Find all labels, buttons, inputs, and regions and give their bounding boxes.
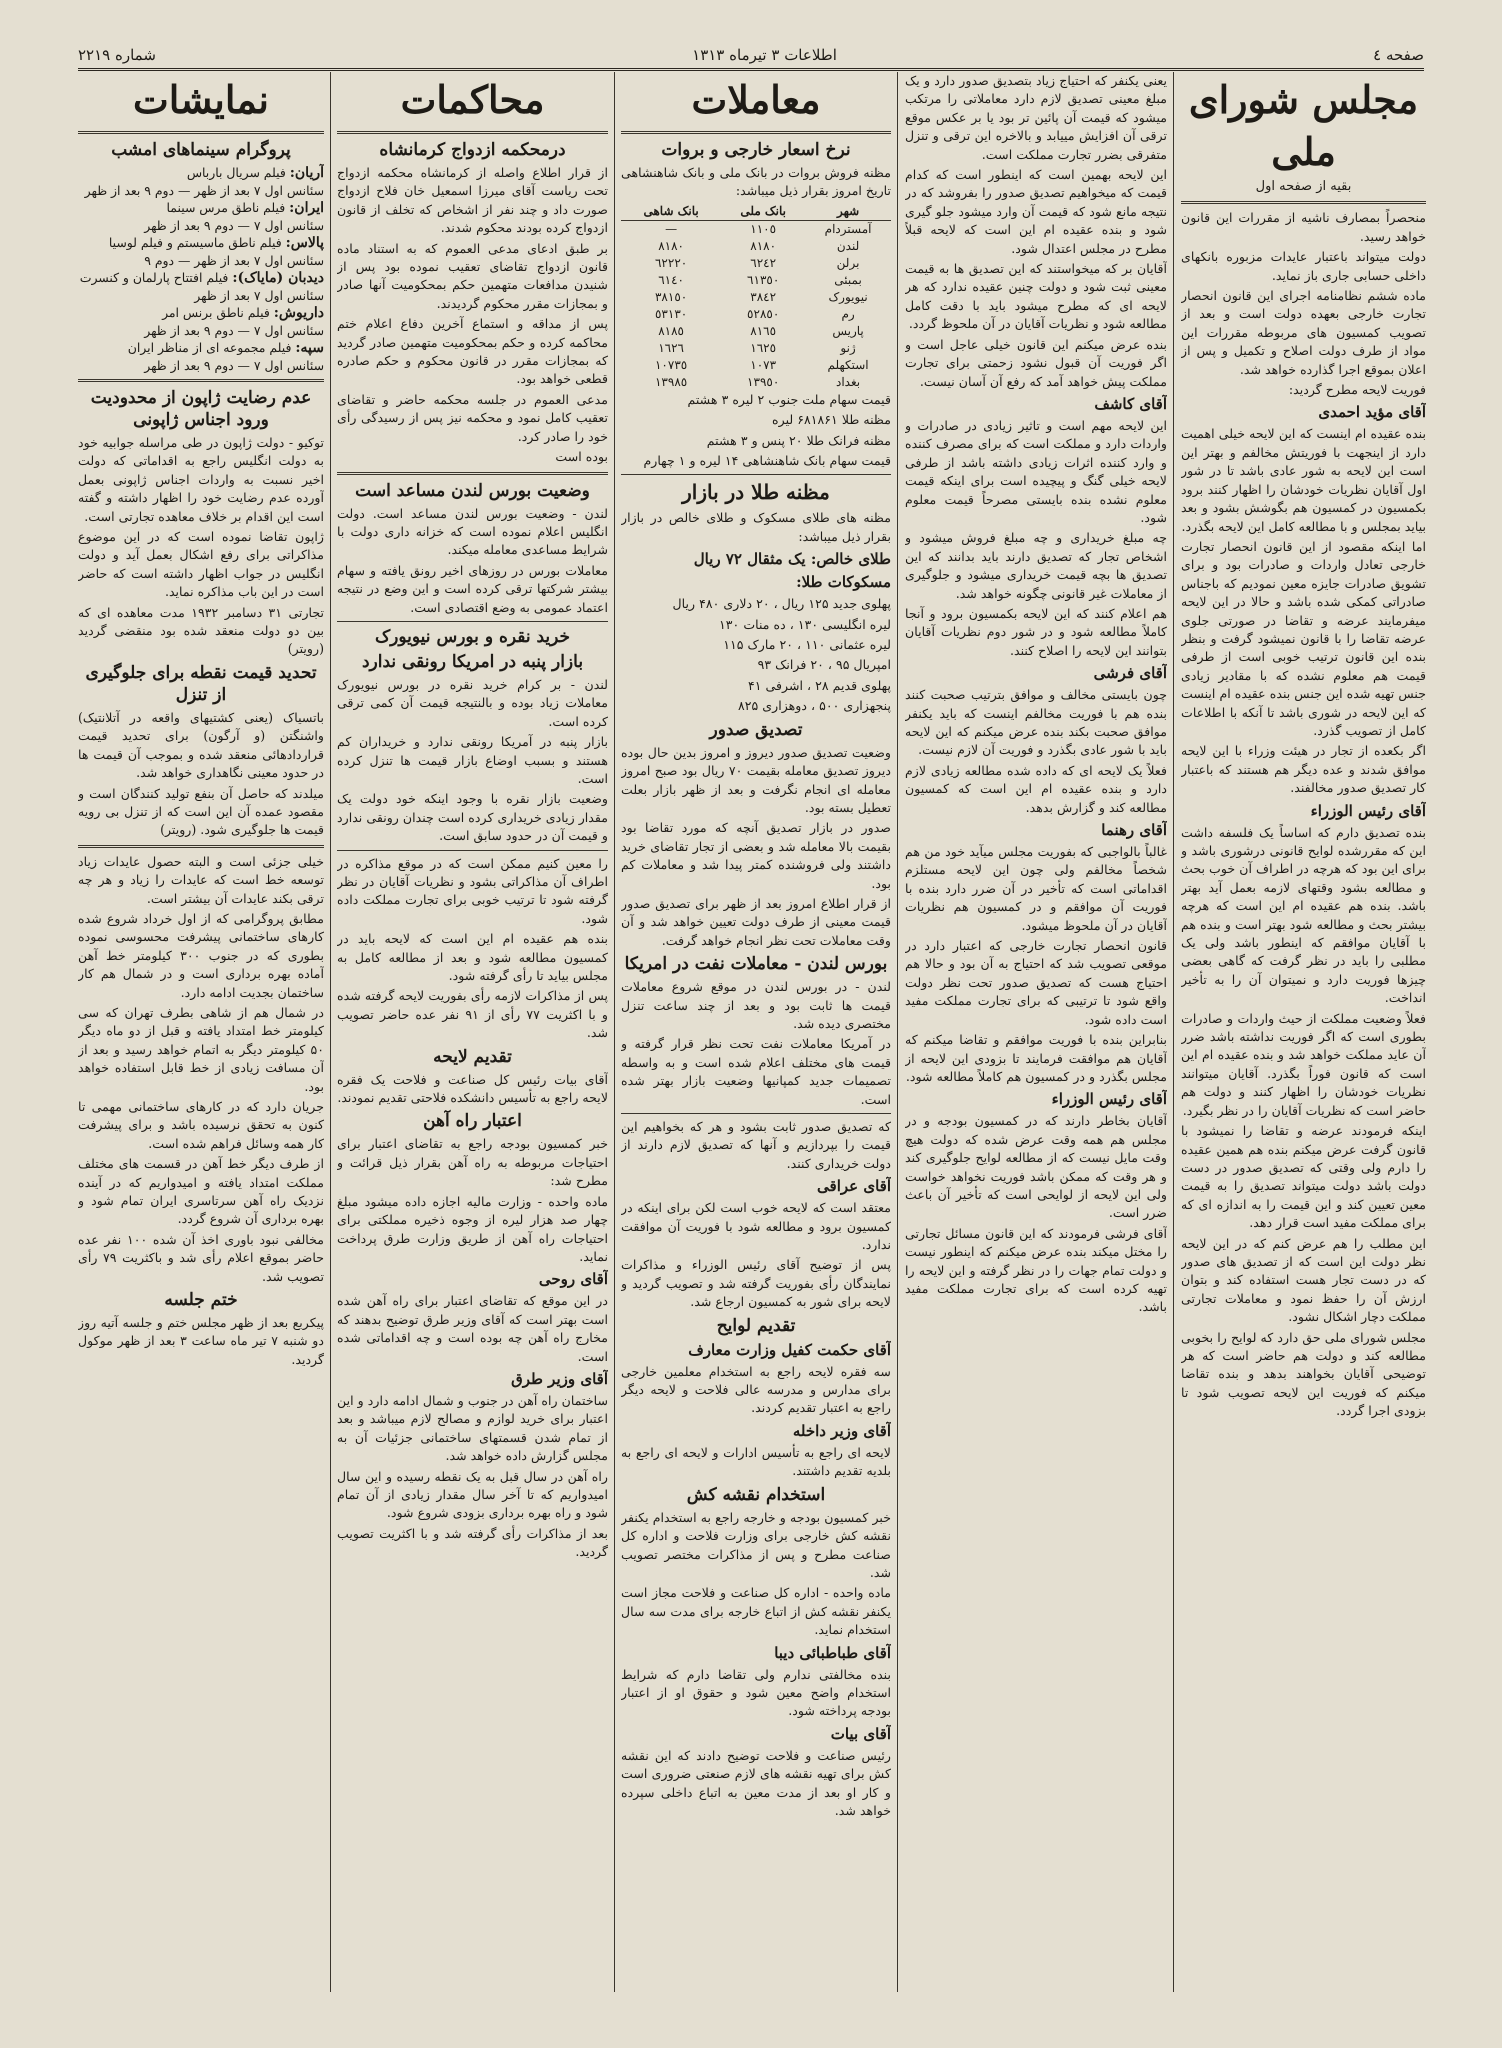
paragraph: ژاپون تقاضا نموده است که در این موضوع مذاکراتی برای رفع اشکال بعمل آید و دولت انگلیس در جواب اظهار داشته است که حاضر است در این باب مذاکره نماید. bbox=[78, 529, 324, 600]
paragraph: در این موقع که تقاضای اعتبار برای راه آهن شده است بهتر است که آقای وزیر طرق توضیح بدهند که مخارج راه آهن چه بوده است و چه اقداماتی شده است. bbox=[337, 1293, 608, 1364]
speaker-heading: آقای رئیس الوزراء bbox=[1051, 1090, 1167, 1109]
cinema-showtimes: سئانس اول ۷ — دوم ۹ بعد از ظهر bbox=[144, 218, 324, 233]
exchange-rates-table bbox=[621, 203, 891, 391]
rate-cell: ٦٢٢٢٠ bbox=[654, 255, 688, 270]
column-header: بانک ملی bbox=[721, 203, 805, 221]
paragraph: بنده عقیده ام اینست که این لایحه خیلی اهمیت دارد از اینجهت با فوریتش مخالفم و بهتر این است این لایحه به شور عادی باشد تا در شور اول آقایان نظریات خودشان را اظهار کنند برود بکمسیون در کمسیون هم بگوشش بشود و بعد بیاید بمجلس و با مطالعه کامل این لایحه بگذرد. bbox=[1181, 426, 1426, 534]
paragraph: در آمریکا معاملات نفت تحت نظر قرار گرفته و قیمت های مختلف اعلام شده است و به واسطه تصمیمات جدید کمپانیها وضعیت بازار بهتر شده است. bbox=[621, 1036, 891, 1107]
rate-cell: ٥٢٨٥٠ bbox=[747, 306, 780, 321]
rate-row bbox=[621, 220, 891, 238]
cinema-film: فیلم ناطق برنس امر bbox=[162, 305, 270, 320]
article-heading: عدم رضایت ژاپون از محدودیت ورود اجناس ژاپونی bbox=[90, 388, 312, 430]
paragraph: صدور در بازار تصدیق آنچه که مورد تقاضا بود بقیمت بالا معامله شد و بعضی از تجار تقاضای خرید داشتند ولی فروشنده کمتر پیدا شد و معاملات کم بود. bbox=[621, 820, 891, 891]
paragraph: مخالفی نبود باوری اخذ آن شده ۱۰۰ نفر عده حاضر بموقع اعلام رأی شد و باکثریت ۷۹ رأی تصویب شد. bbox=[78, 1231, 324, 1284]
rate-cell: ٣٨١٥٠ bbox=[654, 289, 688, 304]
column-transactions bbox=[621, 72, 891, 1992]
rate-cell: بغداد bbox=[836, 374, 861, 389]
speaker-heading: آقای وزیر طرق bbox=[511, 1369, 608, 1388]
paragraph: مجلس شورای ملی حق دارد که لوایح را بخوبی مطالعه کند و دولت هم حاضر است که هر توضیحی آقایان بخواهند بدهد و بنده تقاضا میکنم که فوریت این لایحه تصویب شود تا بزودی اجرا گردد. bbox=[1181, 1329, 1426, 1419]
paragraph: لندن - بر کرام خرید نقره در بورس نیویورک معاملات زیاد بوده و بالنتیجه قیمت آن کمی ترقی کرده است. bbox=[337, 676, 608, 729]
paragraph: بنده هم عقیده ام این است که لایحه باید در کمسیون مطالعه شود و بعد از مطالعه کامل به مجلس بیاید تا رأی گرفته شود. bbox=[337, 931, 608, 984]
section-title-trials: محاکمات bbox=[400, 77, 545, 122]
speaker-heading: آقای وزیر داخله bbox=[792, 1421, 891, 1440]
cinema-film: فیلم مجموعه ای از مناظر ایران bbox=[127, 340, 292, 355]
cinema-entry bbox=[78, 234, 324, 269]
article-heading: تقدیم لایحه bbox=[433, 1046, 512, 1067]
paragraph: از طرف دیگر خط آهن در قسمت های مختلف مملکت امتداد یافته و امیدواریم که در آینده نزدیک راه آهن سرتاسری ایران تمام شود و بهره برداری آن شروع گردد. bbox=[78, 1156, 324, 1227]
paragraph: بنده مخالفتی ندارم ولی تقاضا دارم که شرایط استخدام واضح معین شود و حقوق او از اعتبار بودجه پرداخته شود. bbox=[621, 1666, 891, 1719]
column-trials bbox=[337, 72, 608, 1992]
rate-cell: ٦١٤٠ bbox=[658, 272, 684, 287]
speaker-heading: آقای رهنما bbox=[1101, 821, 1167, 840]
paragraph: این لایحه بهمین است که اینطور است که کدام قیمت که میخواهیم تصدیق صدور را بفروشد که در نتیجه مانع شود که قیمت آن وارد میشود جلو گیری شود و بنده عقیده ام این است که لایحه قبلاً مطرح در مجلس اعتدال شود. bbox=[905, 167, 1167, 256]
paragraph: توکیو - دولت ژاپون در طی مراسله جوابیه خود به دولت انگلیس راجع به اقداماتی که دولت اخیر نسبت به واردات اجناس ژاپونی بعمل آورده عدم رضایت خود را اظهار داشته و گفته است این اقدام بر خلاف معاهده تجارتی است. bbox=[78, 435, 324, 524]
cartographer-heading: استخدام نقشه کش bbox=[686, 1484, 826, 1505]
paragraph: ماده ششم نظامنامه اجرای این قانون انحصار تجارت خارجی بعهده دولت است و بعد از تصویب کمسیون های مربوطه مقررات این مواد از طرف دولت اصلاح و تکمیل و پس از اعلان بموقع اجرا گذارده خواهد شد. bbox=[1181, 288, 1426, 377]
paragraph: ماده واحده - اداره کل صناعت و فلاحت مجاز است یکنفر نقشه کش از اتباع خارجه برای مدت سه سال استخدام نماید. bbox=[621, 1585, 891, 1638]
speaker-heading: آقای کاشف bbox=[1094, 394, 1167, 413]
speaker-heading: آقای مؤید احمدی bbox=[1318, 403, 1426, 422]
paragraph: معاملات بورس در روزهای اخیر رونق یافته و سهام بیشتر شرکتها ترقی کرده است و این وضع در نتیجه اعتماد عمومی به وضع اقتصادی است. bbox=[337, 562, 608, 615]
paragraph: از قرار اطلاع امروز بعد از ظهر برای تصدیق صدور قیمت معینی از طرف دولت تعیین خواهد شد و آن وقت معاملات تحت نظر انجام خواهد گرفت. bbox=[621, 895, 891, 948]
coin-price: پنجهزاری ۵۰۰ ، دوهزاری ۸۲۵ bbox=[737, 698, 891, 714]
page-header bbox=[78, 42, 1424, 71]
paragraph: منحصراً بمصارف ناشیه از مقررات این قانون خواهد رسید. bbox=[1181, 210, 1426, 244]
paragraph: لایحه ای راجع به تأسیس ادارات و لایحه ای راجع به بلدیه تقدیم داشتند. bbox=[621, 1444, 891, 1479]
paragraph: بعد از مذاکرات رأی گرفته شد و با اکثریت تصویب گردید. bbox=[337, 1525, 608, 1560]
rate-cell: ٨١٨٠ bbox=[658, 238, 684, 253]
article-heading: وضعیت بورس لندن مساعد است bbox=[355, 480, 590, 501]
coin-price: لیره عثمانی ۱۱۰ ، ۲۰ مارک ۱۱۵ bbox=[723, 637, 891, 653]
paragraph: از قرار اطلاع واصله از کرمانشاه محکمه ازدواج تحت ریاست آقای میرزا اسمعیل خان فلاح ازدواج صورت داد و چند نفر از اشخاص که تخلف از قانون ازدواج کرده بودند محکوم شدند. bbox=[337, 165, 608, 236]
speaker-heading: آقای بیات bbox=[830, 1724, 891, 1743]
cinema-showtimes: سئانس اول ۷ بعد از ظهر — دوم ۹ bbox=[144, 253, 324, 268]
section-title-majlis: مجلس شورای ملی bbox=[1188, 77, 1419, 174]
column-rule bbox=[897, 72, 898, 1992]
cinema-entry bbox=[78, 164, 324, 199]
rate-row bbox=[621, 238, 891, 255]
paragraph: لندن - در بورس لندن در موقع شروع معاملات قیمت ها ثابت بود و بعد از چند ساعت تنزل مختصری دیده شد. bbox=[621, 979, 891, 1031]
paragraph: خبر کمسیون بودجه راجع به تقاضای اعتبار برای احتیاجات مربوطه به راه آهن بقرار ذیل قرائت و مطرح شد: bbox=[337, 1136, 608, 1189]
rate-cell: لندن bbox=[836, 238, 860, 253]
cinema-entry bbox=[78, 199, 324, 234]
paragraph: جریان دارد که در کارهای ساختمانی مهمی تا کنون به تحقق نرسیده باشد و برای پیشرفت کار همه وسائل فراهم شده است. bbox=[78, 1099, 324, 1151]
rate-row bbox=[621, 272, 891, 289]
cinema-entry bbox=[78, 269, 324, 304]
paragraph: قیمت سهام بانک شاهنشاهی ۱۴ لیره و ۱ چهارم bbox=[643, 453, 891, 469]
coin-price: لیره انگلیسی ۱۳۰ ، ده منات ۱۳۰ bbox=[719, 616, 891, 632]
column-majlis-cont bbox=[905, 72, 1167, 1992]
paragraph: قانون انحصار تجارت خارجی که اعتبار دارد در موقعی تصویب شد که احتیاج به آن بود و حالا هم احتیاج هست که تصدیق صدور تحت نظر دولت واقع شود تا ترتیبی که برای تجارت مملکت مفید است داده شود. bbox=[905, 938, 1167, 1027]
paragraph: بوده است bbox=[555, 449, 608, 465]
rate-cell: ژنو bbox=[840, 340, 856, 355]
speaker-heading: آقای طباطبائی دیبا bbox=[774, 1643, 891, 1662]
rate-cell: ٦٢٤٢ bbox=[750, 255, 777, 270]
rate-cell: ١٣٩٨٥ bbox=[654, 374, 688, 389]
rate-cell: ١٣٩٥٠ bbox=[747, 374, 780, 389]
paragraph: که تصدیق صدور ثابت بشود و هر که بخواهیم این قیمت را بپردازیم و آنها که تصدیق لازم دارند از دولت خریداری کنند. bbox=[621, 1119, 891, 1171]
paragraph: هم اعلام کنند که این لایحه بکمسیون برود و آنجا کاملاً مطالعه شود و در شور دوم نظریات آقایان بتوانند این لایحه را اصلاح کنند. bbox=[905, 605, 1167, 658]
paragraph: بر طبق ادعای مدعی العموم که به استناد ماده قانون ازدواج تقاضای تعقیب نموده بود پس از شنیدن مدافعات متهمین حکم بمحکومیت آنها صادر و بمجازات مقرر محکوم گردیدند. bbox=[337, 240, 608, 311]
page-number: صفحه ٤ bbox=[1373, 46, 1424, 64]
paragraph: اما اینکه مقصود از این قانون انحصار تجارت خارجی تعادل واردات و صادرات بود و برای تشویق صادرات جایزه معین نمودیم که باجناس صادراتی کمکی شده باشد و حالا در این لایحه میفرمایند عرضه و تقاضا در صورتی جلوی عرضه تقاضا را با قانون نمیشود گرفت و بنظر بنده این قانون ترتیب خوبی است از طرفی قیمت هم معلوم نشده که با مقادیر زیادی جنس تهیه شده این جنس بنده عقیده ام اینست که این لایحه در شوری باشد تا آنکه با اطلاعات کامل از تصویب گذرد. bbox=[1181, 538, 1426, 738]
rate-cell: ١٦٢٦ bbox=[658, 340, 684, 355]
section-title-transactions: معاملات bbox=[691, 77, 821, 122]
paragraph: اگر بکعده از تجار در هیئت وزراء با این لایحه موافق شدند و عده دیگر هم هستند که باعتبار کار تصدیق صدور مخالفند. bbox=[1181, 743, 1426, 796]
paragraph: ماده واحده - وزارت مالیه اجازه داده میشود مبلغ چهار صد هزار لیره از وجوه ذخیره مملکتی برای احتیاجات راه آهن از طریق وزارت طرق پرداخت نماید. bbox=[337, 1193, 608, 1264]
rate-cell: پاریس bbox=[832, 323, 864, 338]
paragraph: مظنه های طلای مسکوک و طلای خالص در بازار بقرار ذیل میباشد: bbox=[621, 510, 891, 544]
paragraph: آقای فرشی فرمودند که این قانون مسائل تجارتی را مختل میکند بنده عرض میکنم که اینطور نیست و دولت تمام جهات را در نظر گرفته و این لایحه را تهیه کرده است که برای تجارت مملکت مفید باشد. bbox=[905, 1225, 1167, 1315]
rate-cell: ١٠٧٣٥ bbox=[654, 357, 688, 372]
paper-date: اطلاعات ٣ تیرماه ١٣١٣ bbox=[692, 46, 837, 64]
cinema-entry bbox=[78, 304, 324, 339]
cinema-film: فیلم ناطق ماسیستم و فیلم لوسیا bbox=[108, 235, 282, 250]
paragraph: آقایان بخاطر دارند که در کمسیون بودجه و در مجلس هم همه وقت عرض شده که دولت هیچ وقت مایل نیست که از مطالعه لوایح جلوگیری کند و هر وقت که ممکن باشد فوریت نخواهد خواست ولی این لایحه از لوایحی است که تأخیر آن باعث ضرر است. bbox=[905, 1113, 1167, 1221]
paragraph: پس از توضیح آقای رئیس الوزراء و مذاکرات نمایندگان رأی بفوریت گرفته شد و تصویب گردید و لایحه برای شور به کمسیون ارجاع شد. bbox=[621, 1257, 891, 1310]
rate-row bbox=[621, 340, 891, 357]
paragraph: مظنه فروش بروات در بانک ملی و بانک شاهنشاهی تاریخ امروز بقرار ذیل میباشد: bbox=[621, 165, 891, 199]
rate-cell: ١٦٢٥ bbox=[750, 340, 777, 355]
rate-cell: استکهلم bbox=[827, 357, 869, 372]
pure-gold-price: طلای خالص: یک مثقال ٧٢ ریال bbox=[693, 550, 891, 569]
paragraph: تجارتی ۳۱ دسامبر ۱۹۳۲ مدت معاهده ای که بین دو دولت منعقد شده بود منقضی گردید (رویتر) bbox=[78, 604, 324, 657]
paragraph: یعنی یکنفر که احتیاج زیاد بتصدیق صدور دارد و یک مبلغ معینی تصدیق لازم دارد معاملاتی را مرتکب میشود که قیمت آن پائین تر بود یا بر عکس موقع ترقی آن افزایش مییابد و بالاخره این ترقی و تنزل متفرقی بضرر تجارت مملکت است. bbox=[905, 73, 1167, 162]
continued-note: بقیه از صفحه اول bbox=[1255, 179, 1352, 194]
speaker-heading: آقای روحی bbox=[538, 1270, 608, 1289]
section-title-shows: نمایشات bbox=[133, 77, 269, 122]
speaker-heading: آقای رئیس الوزراء bbox=[1310, 801, 1426, 820]
paragraph: مظنه طلا ۶۸۱۸۶۱ لیره bbox=[772, 412, 891, 428]
paragraph: فعلاً یک لایحه ای که داده شده مطالعه زیادی لازم دارد و بنده عقیده ام این است که کمسیون مطالعه کند و گزارش بدهد. bbox=[905, 762, 1167, 815]
paragraph: غالباً بالواجبی که بفوریت مجلس میآید خود من هم شخصاً مخالفم ولی چون این لایحه مستلزم اقداماتی است که تأخیر در آن ضرر دارد بنده با فوریت آن موافقم و در کمسیون هم نظریات آقایان در آن ملحوظ میشود. bbox=[905, 844, 1167, 933]
paragraph: مدعی العموم در جلسه محکمه حاضر و تقاضای تعقیب کامل نمود و محکمه نیز پس از رسیدگی رأی خود را صادر کرد. bbox=[337, 391, 608, 444]
cinema-showtimes: سئانس اول ۷ — دوم ۹ بعد از ظهر bbox=[144, 358, 324, 373]
paragraph: وضعیت بازار نقره با وجود اینکه خود دولت یک مقدار زیادی خریداری کرده است چندان رونقی ندارد و قیمت آن در حدود سابق است. bbox=[337, 791, 608, 844]
cinema-film: فیلم سریال بارباس bbox=[186, 165, 286, 180]
cinema-showtimes: سئانس اول ۷ — دوم ۹ بعد از ظهر bbox=[144, 323, 324, 338]
rate-cell: رم bbox=[841, 306, 855, 321]
paragraph: فوریت لایحه مطرح گردید: bbox=[1288, 382, 1426, 398]
paragraph: قیمت سهام ملت جنوب ۲ لیره ۳ هشتم bbox=[687, 391, 891, 407]
rate-cell: ١١٠٥ bbox=[750, 221, 777, 236]
rate-cell: برلن bbox=[836, 255, 860, 270]
paragraph: خبر کمسیون بودجه و خارجه راجع به استخدام یکنفر نقشه کش خارجی برای وزارت فلاحت و اداره کل صناعت مطرح و پس از مذاکرات مختصر تصویب شد. bbox=[621, 1509, 891, 1580]
column-majlis bbox=[1181, 72, 1426, 1992]
gold-market-heading: مظنه طلا در بازار bbox=[682, 480, 830, 505]
rate-cell: ٥٣١٣٠ bbox=[654, 306, 688, 321]
cinema-list bbox=[78, 164, 324, 374]
paragraph: میلدند که حاصل آن بنفع تولید کنندگان است و مقصود عمده آن این است که از تنزل بی رویه قیمت ها جلوگیری شود. (رویتر) bbox=[78, 785, 324, 838]
rate-cell: — bbox=[665, 221, 678, 236]
cinema-name: پالاس: bbox=[285, 235, 324, 251]
paragraph: پیکربع بعد از ظهر مجلس ختم و جلسه آتیه روز دو شنبه ۷ تیر ماه ساعت ۳ بعد از ظهر موکول گردید. bbox=[78, 1315, 324, 1367]
paragraph: این لایحه مهم است و تاثیر زیادی در صادرات و واردات دارد و مملکت است که برای مصرف کننده و وارد کننده اثرات زیادی داشته باشد از طرفی لایحه خیلی گنگ و پیچیده است برای اینکه قیمت معلوم نشده بنده بایستی مصرحاً قیمت معلوم شود. bbox=[905, 417, 1167, 525]
rate-cell: ٦١٣٥٠ bbox=[747, 272, 780, 287]
rate-cell: ٨١٦٥ bbox=[750, 323, 777, 338]
cinema-name: آریان: bbox=[289, 165, 324, 181]
coin-price: پهلوی جدید ۱۲۵ ریال ، ۲۰ دلاری ۴۸۰ ریال bbox=[672, 596, 891, 612]
cinema-showtimes: سئانس اول ۷ بعد از ظهر — دوم ۹ بعد از ظهر bbox=[84, 183, 324, 198]
paragraph: این مطلب را هم عرض کنم که در این لایحه نظر دولت این است که از تصدیق های صدور که در دست تجار هست استفاده کند و بتوان ارزش آن را حفظ نمود و معاملات تجارتی مملکت دچار اشکال نشود. bbox=[1181, 1235, 1426, 1325]
cinema-name: داریوش: bbox=[273, 305, 324, 321]
paragraph: لندن - وضعیت بورس لندن مساعد است. دولت انگلیس اعلام نموده است که خزانه داری دولت با شرایط مساعدی معامله میکند. bbox=[337, 505, 608, 558]
paragraph: وضعیت تصدیق صدور دیروز و امروز بدین حال بوده دیروز تصدیق معامله بقیمت ۷۰ ریال بود صبح امروز معامله ای انجام نگرفت و بعد از ظهر بازار بعلت تعطیل بسته بود. bbox=[621, 744, 891, 815]
export-cert-heading: تصدیق صدور bbox=[709, 719, 803, 740]
paragraph: پس از مداقه و استماع آخرین دفاع اعلام ختم محاکمه کرده و حکم بمحکومیت متهمین صادر گردید که بمجازات مقرر در قانون محکوم و حکم صادره قطعی خواهد بود. bbox=[337, 316, 608, 387]
rate-row bbox=[621, 323, 891, 340]
paragraph: اینکه فرمودند عرضه و تقاضا را نمیشود با قانون گرفت عرض میکنم بنده هم همین عقیده را دارم ولی وقتی که تصدیق صدور در دست دولت باشد دولت میتواند تصدیق را به قیمت معین تعیین کند و این قیمت را به اندازه ای که برای مملکت مفید است قرار دهد. bbox=[1181, 1123, 1426, 1231]
paragraph: مظنه فرانک طلا ۲۰ پنس و ۳ هشتم bbox=[706, 432, 891, 448]
rate-cell: ٨١٨٥ bbox=[658, 323, 684, 338]
speaker-heading: آقای حکمت کفیل وزارت معارف bbox=[688, 1340, 891, 1359]
speaker-heading: آقای فرشی bbox=[1093, 664, 1167, 683]
rate-cell: ١٠٧٣ bbox=[750, 357, 777, 372]
cinema-name: سپه: bbox=[295, 340, 324, 356]
paragraph: مطابق پروگرامی که از اول خرداد شروع شده کارهای ساختمانی پیشرفت محسوسی نموده بطوری که در جنوب ۳۰۰ کیلومتر خط آهن آماده بهره برداری است و در شمال هم کار ساختمان بجدیت ادامه دارد. bbox=[78, 910, 324, 1000]
rate-cell: بمبئی bbox=[834, 272, 862, 287]
paragraph: ساختمان راه آهن در جنوب و شمال ادامه دارد و این اعتبار برای خرید لوازم و مصالح لازم میباشد و بعد از تمام شدن قسمتهای ساختمانی جزئیات آن به مجلس گزارش داده خواهد شد. bbox=[337, 1392, 608, 1464]
rate-row bbox=[621, 255, 891, 272]
column-shows bbox=[78, 72, 324, 1992]
article-heading: تحدید قیمت نقطه برای جلوگیری از تنزل bbox=[85, 662, 317, 705]
column-rule bbox=[614, 72, 615, 1992]
cinema-name: دیدبان (مایاک): bbox=[232, 270, 324, 286]
cinema-film: فیلم افتتاح پارلمان و کنسرت bbox=[79, 270, 229, 285]
paragraph: معتقد است که لایحه خوب است لکن برای اینکه در کمسیون برود و مطالعه شود با فوریت آن موافقت ندارد. bbox=[621, 1200, 891, 1253]
paragraph: بنده تصدیق دارم که اساساً یک فلسفه داشت این که مقررشده لوایح قانونی درشوری باشد و برای این بود که هرچه در اطراف آن خوب بحث و مطالعه بشود وقتهای لازمه بعمل آید بهتر باشد. بنده هم عقیده ام این است که هرچه بیشتر بحث و مطالعه شود بهتر است و بنده هم با آقایان موافقم که اینطور باشد ولی یک مطلبی را باید در نظر گرفت که گاهی بعضی چیزها فوریت دارد و نمیتوان آن را به تأخیر انداخت. bbox=[1181, 824, 1426, 1006]
rate-row bbox=[621, 374, 891, 391]
cinema-showtimes: سئانس اول ۷ بعد از ظهر bbox=[194, 288, 324, 303]
issue-number: شماره ٢٢١٩ bbox=[78, 46, 156, 64]
paragraph: آقای بیات رئیس کل صناعت و فلاحت یک فقره لایحه راجع به تأسیس دانشکده فلاحتی تقدیم نمودند. bbox=[337, 1071, 608, 1106]
rate-cell: ٣٨٤٢ bbox=[750, 289, 777, 304]
paragraph: چه مبلغ خریداری و چه مبلغ فروش میشود و اشخاص تجار که تصدیق دارند باید بدانند که این تصدیق ها بچه قیمت خریداری میشود و جلوگیری از معاملات غیر قانونی چگونه خواهد شد. bbox=[905, 530, 1167, 601]
gold-coins-list bbox=[621, 595, 891, 715]
cinema-name: ایران: bbox=[289, 200, 324, 216]
rate-cell: نیویورک bbox=[828, 289, 868, 304]
paragraph: بنده عرض میکنم این قانون خیلی عاجل است و اگر فوریت آن قبول نشود زحمتی برای تجارت مملکت پیش خواهد آمد که رفع آن آسان نیست. bbox=[905, 336, 1167, 389]
rate-row bbox=[621, 289, 891, 306]
speaker-heading: آقای عراقی bbox=[817, 1177, 891, 1196]
cinema-program-heading: پروگرام سینماهای امشب bbox=[111, 140, 291, 160]
article-heading: درمحکمه ازدواج کرمانشاه bbox=[379, 140, 566, 160]
article-heading: خرید نقره و بورس نیویورک bbox=[374, 626, 571, 647]
paragraph: چون بایستی مخالف و موافق بترتیب صحبت کنند بنده هم با فوریت مخالفم اینست که باید یکنفر موافق صحبت بکند بنده عرض میکنم که این لایحه باید با شور عادی بگذرد و فوریت آن لازم نیست. bbox=[905, 687, 1167, 758]
column-header: شهر bbox=[805, 203, 891, 221]
paragraph: را معین کنیم ممکن است که در موقع مذاکره در اطراف آن مذاکراتی بشود و نظریات آقایان در نظر گرفته شود تا ترتیب خوبی برای تجارت مملکت داده شود. bbox=[337, 855, 608, 926]
article-heading: اعتبار راه آهن bbox=[423, 1111, 522, 1132]
paragraph: آقایان بر که میخواستند که این تصدیق ها به قیمت معینی ثبت شود و دولت چنین عقیده ندارد که هر لایحه ای که مطرح میشود باید با دقت کامل مطالعه شود و نظریات آقایان در آن ملحوظ گردد. bbox=[905, 261, 1167, 332]
rates-heading: نرخ اسعار خارجی و بروات bbox=[661, 140, 851, 160]
coin-price: پهلوی قدیم ۲۸ ، اشرفی ۴۱ bbox=[747, 677, 891, 693]
cinema-entry bbox=[78, 339, 324, 374]
paragraph: راه آهن در سال قبل به یک نقطه رسیده و این سال امیدواریم که تا آخر سال مقدار زیادی از آن تمام شود و راه بهره برداری بزودی شروع شود. bbox=[337, 1468, 608, 1521]
article-heading: بازار پنبه در امریکا رونقی ندارد bbox=[361, 651, 584, 672]
cinema-film: فیلم ناطق مرس سینما bbox=[166, 200, 286, 215]
rate-row bbox=[621, 306, 891, 323]
paragraph: رئیس صناعت و فلاحت توضیح دادند که این نقشه کش برای تهیه نقشه های لازم صنعتی ضروری است و کار او بعد از مدت معین به اتباع داخلی سپرده خواهد شد. bbox=[621, 1747, 891, 1818]
column-rule bbox=[330, 72, 331, 1992]
london-bourse-heading: بورس لندن - معاملات نفت در امریکا bbox=[624, 954, 888, 975]
rate-cell: آمستردام bbox=[824, 221, 872, 236]
paragraph: خیلی جزئی است و البته حصول عایدات زیاد توسعه خط است که عایدات را زیاد و هر چه ترقی بکند عایدات آن بیشتر است. bbox=[78, 853, 324, 906]
column-rule bbox=[1173, 72, 1174, 1992]
paragraph: دولت میتواند باعتبار عایدات مزبوره بانکهای داخلی حسابی جاری باز نماید. bbox=[1181, 249, 1426, 283]
rate-row bbox=[621, 357, 891, 374]
paragraph: باتسیاک (یعنی کشتیهای واقعه در آتلانتیک) واشنگتن (و آرگون) برای تحدید قیمت قراردادهائی منعقد شده و بموجب آن قیمت ها در حدود معینی نگاهداری خواهد شد. bbox=[78, 709, 324, 781]
paragraph: بازار پنبه در آمریکا رونقی ندارد و خریداران کم هستند و بسبب اوضاع بازار قیمت ها تنزل کرده است. bbox=[337, 734, 608, 786]
paragraph: فعلاً وضعیت مملکت از حیث واردات و صادرات بطوری است که اگر فوریت نداشته باشد ضرر آن عاید مملکت خواهد شد و بنده عقیده ام این است که قانون فوراً بگذرد. آقایان میتوانند نظریات خودشان را اظهار کنند و دولت هم حاضر است که نظریات آقایان را در نظر بگیرد. bbox=[1181, 1010, 1426, 1118]
gold-coins-heading: مسکوکات طلا: bbox=[796, 573, 891, 592]
coin-price: امپریال ۹۵ ، ۲۰ فرانک ۹۳ bbox=[757, 657, 891, 673]
bills-heading: تقدیم لوایح bbox=[716, 1315, 796, 1336]
paragraph: بنابراین بنده با فوریت موافقم و تقاضا میکنم که آقایان هم موافقت فرمایند تا بزودی این لایحه از مجلس بگذرد و در کمسیون هم کاملاً مطالعه شود. bbox=[905, 1032, 1167, 1084]
session-end-heading: ختم جلسه bbox=[164, 1290, 238, 1311]
column-header: بانک شاهی bbox=[621, 203, 721, 221]
paragraph: در شمال هم از شاهی بطرف تهران که سی کیلومتر خط امتداد یافته و قبل از دو ماه دیگر ۵۰ کیلومتر دیگر به اتمام خواهد رسید و بعد از آن مسافت زیادی از خط قابل استفاده خواهد بود. bbox=[78, 1004, 324, 1094]
rate-cell: ٨١٨٠ bbox=[750, 238, 777, 253]
paragraph: پس از مذاکرات لازمه رأی بفوریت لایحه گرفته شده و با اکثریت ۷۷ رأی از ۹۱ نفر عده حاضر تصویب شد. bbox=[337, 988, 608, 1041]
paragraph: سه فقره لایحه راجع به استخدام معلمین خارجی برای مدارس و مدرسه عالی فلاحت و لایحه دیگر راجع به اعتبار تقدیم کردند. bbox=[621, 1363, 891, 1416]
